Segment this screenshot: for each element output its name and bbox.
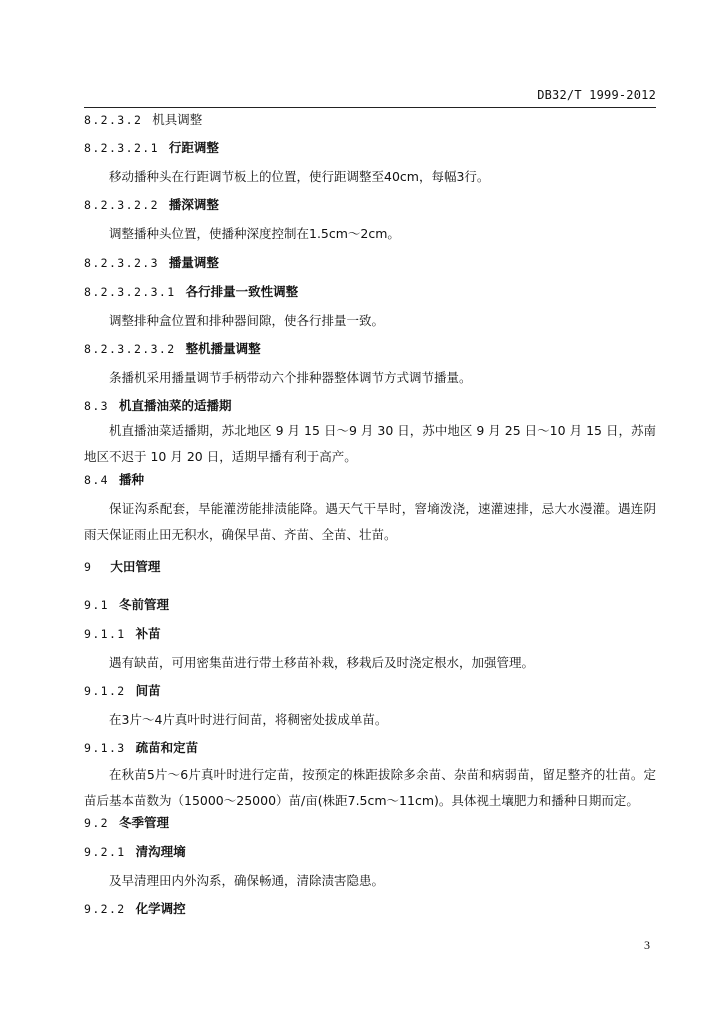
section-title: 播深调整 [168,197,219,212]
section-number: 8.2.3.2.3 [84,256,159,270]
section-title: 整机播量调整 [185,341,261,356]
section-title: 各行排量一致性调整 [185,284,299,299]
section-heading [84,815,656,831]
section-heading [84,140,656,156]
section-heading [84,901,656,917]
section-title: 播种 [118,472,144,487]
section-number: 9 [84,560,93,574]
body-paragraph: 在3片～4片真叶时进行间苗，将稠密处拔成单苗。 [109,712,388,727]
section-heading [84,626,656,642]
section-heading [84,740,656,756]
chapter-heading [84,559,656,575]
section-title: 疏苗和定苗 [135,740,199,755]
section-number: 8.2.3.2 [84,113,143,127]
section-number: 9.1.3 [84,741,126,755]
section-heading [84,284,656,300]
section-title: 补苗 [135,626,161,641]
section-heading [84,197,656,213]
body-paragraph: 机直播油菜适播期，苏北地区 9 月 15 日～9 月 30 日，苏中地区 9 月 25 日～10 月 15 日，苏南地区不迟于 10 月 20 日，适期早播有利于高产。 [84,423,656,464]
section-number: 9.2.2 [84,902,126,916]
section-heading [84,683,656,699]
section-title: 播量调整 [168,255,219,270]
section-title: 间苗 [135,683,161,698]
section-number: 9.1.2 [84,684,126,698]
section-heading [84,472,656,488]
body-paragraph: 及早清理田内外沟系，确保畅通，清除渍害隐患。 [109,873,385,888]
section-title: 清沟理墒 [135,844,186,859]
section-number: 8.2.3.2.3.2 [84,342,176,356]
section-heading [84,398,656,414]
header-rule [84,107,656,108]
body-paragraph: 遇有缺苗，可用密集苗进行带土移苗补栽，移栽后及时浇定根水，加强管理。 [109,655,535,670]
section-number: 9.2 [84,816,109,830]
section-heading [84,844,656,860]
section-title: 机直播油菜的适播期 [118,398,232,413]
section-title: 机具调整 [152,112,203,127]
section-number: 8.3 [84,399,109,413]
section-title: 冬季管理 [118,815,169,830]
section-number: 8.2.3.2.2 [84,198,159,212]
body-paragraph: 保证沟系配套，旱能灌涝能排渍能降。遇天气干旱时，窨墒泼浇，速灌速排，忌大水漫灌。遇连阴雨天保证雨止田无积水，确保早苗、齐苗、全苗、壮苗。 [84,501,656,542]
section-number: 9.1.1 [84,627,126,641]
body-paragraph: 条播机采用播量调节手柄带动六个排种器整体调节方式调节播量。 [109,370,472,385]
section-title: 大田管理 [110,559,161,574]
section-number: 9.1 [84,598,109,612]
body-paragraph: 调整排种盒位置和排种器间隙，使各行排量一致。 [109,313,385,328]
section-title: 冬前管理 [118,597,169,612]
section-number: 9.2.1 [84,845,126,859]
section-title: 化学调控 [135,901,186,916]
section-heading [84,597,656,613]
standard-code: DB32/T 1999-2012 [537,88,656,102]
body-paragraph: 调整播种头位置，使播种深度控制在1.5cm～2cm。 [109,226,400,241]
page-number: 3 [644,938,650,952]
section-heading [84,112,656,128]
section-number: 8.2.3.2.3.1 [84,285,176,299]
section-number: 8.2.3.2.1 [84,141,159,155]
body-paragraph: 在秋苗5片～6片真叶时进行定苗，按预定的株距拔除多余苗、杂苗和病弱苗，留足整齐的壮苗。定苗后基本苗数为（15000～25000）苗/亩(株距7.5cm～11cm)。具体视土壤肥力和播种日期而定。 [84,767,656,808]
section-heading [84,341,656,357]
section-title: 行距调整 [168,140,219,155]
section-heading [84,255,656,271]
section-number: 8.4 [84,473,109,487]
body-paragraph: 移动播种头在行距调节板上的位置，使行距调整至40cm，每幅3行。 [109,169,490,184]
